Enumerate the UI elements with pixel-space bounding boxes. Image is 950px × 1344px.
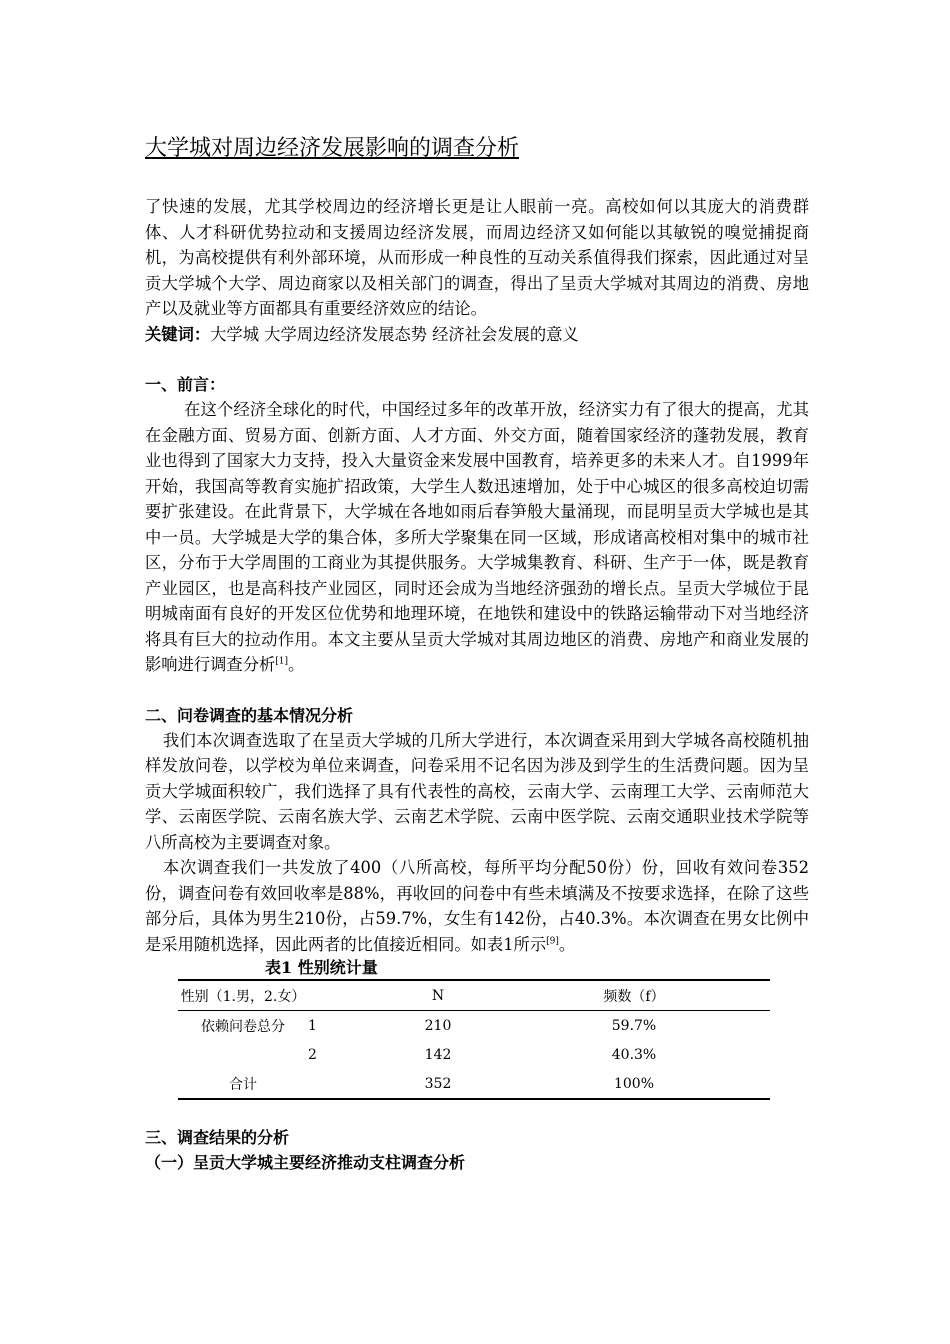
table-row [178, 1069, 770, 1099]
section3-subheading: （一）呈贡大学城主要经济推动支柱调查分析 [145, 1153, 466, 1172]
keywords-text: 大学城 大学周边经济发展态势 经济社会发展的意义 [210, 324, 579, 344]
document-page [145, 132, 809, 1175]
table-row [178, 1011, 770, 1041]
section2-heading: 二、问卷调查的基本情况分析 [145, 705, 354, 725]
table-cell: 1 [308, 1017, 317, 1034]
table-cell [308, 1069, 378, 1099]
section1-paragraph [145, 397, 809, 678]
citation-1: [1] [275, 656, 289, 667]
section1-body: 在这个经济全球化的时代，中国经过多年的改革开放，经济实力有了很大的提高，尤其在金融方面、贸易方面、创新方面、人才方面、外交方面，随着国家经济的蓬勃发展，教育业也得到了国家大力支持，投入大量资金来发展中国教育，培养更多的未来人才。自1999年开始，我国高等教育实施扩招政策，大学生人数迅速增加，处于中心城区的很多高校迫切需要扩张建设。在此背景下，大学城在各地如雨后春笋般大量涌现，而昆明呈贡大学城也是其中一员。大学城是大学的集合体，多所大学聚集在同一区域，形成诸高校相对集中的城市社区，分布于大学周围的工商业为其提供服务。大学城集教育、科研、生产于一体，既是教育产业园区，也是高科技产业园区，同时还会成为当地经济强劲的增长点。呈贡大学城位于昆明城南面有良好的开发区位优势和地理环境，在地铁和建设中的铁路运输带动下对当地经济将具有巨大的拉动作用。本文主要从呈贡大学城对其周边地区的消费、房地产和商业发展的影响进行调查分析 [145, 400, 809, 674]
keywords-label: 关键词： [145, 324, 211, 344]
table-cell: 2 [308, 1046, 317, 1063]
section2-para2-body: 本次调查我们一共发放了400（八所高校，每所平均分配50份）份，回收有效问卷352份，调查问卷有效回收率是88%，再收回的问卷中有些未填满及不按要求选择，在除了这些部分后，具体为男生210份，占59.7%，女生有142份，占40.3%。本次调查在男女比例中是采用随机选择，因此两者的比值接近相同。如表1所示 [145, 858, 809, 954]
table-cell: 59.7% [611, 1017, 657, 1034]
table-cell: 142 [424, 1046, 452, 1063]
table-header-cell: 性别（1.男，2.女） [178, 980, 308, 1011]
table-cell: 依赖问卷总分 [201, 1018, 285, 1035]
section1-end: 。 [288, 655, 305, 674]
section3-heading: 三、调查结果的分析 [145, 1128, 290, 1147]
gender-stats-table [178, 979, 770, 1100]
table-cell: 合计 [178, 1069, 308, 1099]
table-cell: 352 [378, 1069, 498, 1099]
table-cell [178, 1040, 308, 1069]
keywords-line [145, 322, 809, 348]
table-cell: 210 [424, 1017, 452, 1034]
table-cell: 40.3% [611, 1046, 657, 1063]
abstract-paragraph: 了快速的发展，尤其学校周边的经济增长更是让人眼前一亮。高校如何以其庞大的消费群体、人才科研优势拉动和支援周边经济发展，而周边经济又如何能以其敏锐的嗅觉捕捉商机，为高校提供有利外部环境，从而形成一种良性的互动关系值得我们探索，因此通过对呈贡大学城个大学、周边商家以及相关部门的调查，得出了呈贡大学城对其周边的消费、房地产以及就业等方面都具有重要经济效应的结论。 [145, 197, 809, 318]
table-header-cell: 频数（f） [498, 980, 770, 1011]
section2-paragraph-1: 我们本次调查选取了在呈贡大学城的几所大学进行，本次调查采用到大学城各高校随机抽样发放问卷，以学校为单位来调查，问卷采用不记名因为涉及到学生的生活费问题。因为呈贡大学城面积较广，我们选择了具有代表性的高校，云南大学、云南理工大学、云南师范大学、云南医学院、云南名族大学、云南艺术学院、云南中医学院、云南交通职业技术学院等八所高校为主要调查对象。 [145, 730, 809, 852]
table-caption: 表1 性别统计量 [265, 958, 378, 977]
section1-heading: 一、前言： [145, 375, 226, 394]
citation-9: [9] [546, 936, 559, 947]
section2-para2-end: 。 [558, 934, 576, 954]
document-title: 大学城对周边经济发展影响的调查分析 [145, 136, 520, 161]
section2-paragraph-2 [145, 855, 809, 957]
table-header-row [178, 980, 770, 1011]
table-header-cell: N [378, 980, 498, 1011]
table-header-cell [308, 980, 378, 1011]
table-cell: 100% [498, 1069, 770, 1099]
table-row [178, 1040, 770, 1069]
